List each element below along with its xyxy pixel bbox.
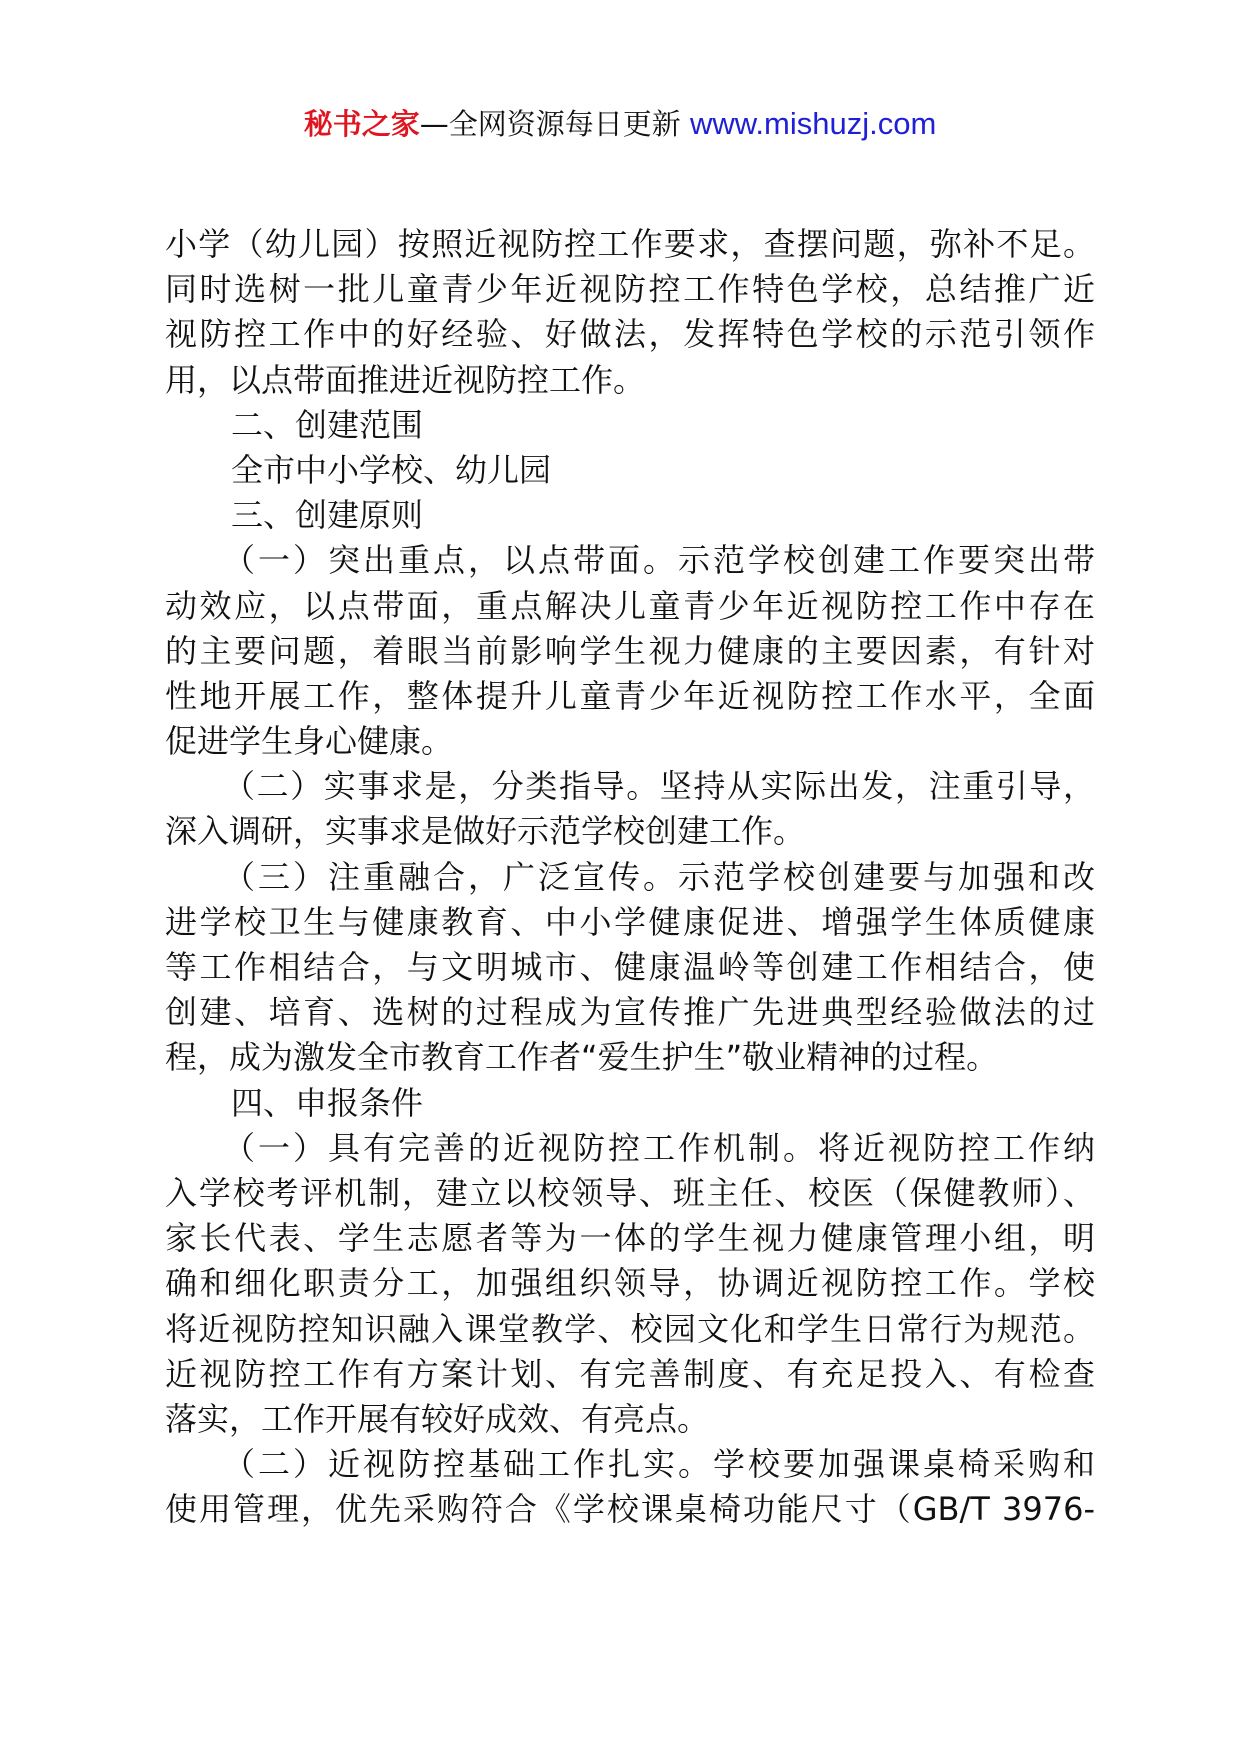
- page-header: [0, 98, 1240, 150]
- website-link[interactable]: www.mishuzj.com: [689, 106, 937, 141]
- body-line: 同时选树一批儿童青少年近视防控工作特色学校，总结推广近: [165, 270, 1095, 309]
- body-line: 的主要问题，着眼当前影响学生视力健康的主要因素，有针对: [165, 631, 1095, 670]
- body-line: 进学校卫生与健康教育、中小学健康促进、增强学生体质健康: [165, 902, 1095, 941]
- body-line: 深入调研，实事求是做好示范学校创建工作。: [165, 812, 806, 851]
- body-line: 家长代表、学生志愿者等为一体的学生视力健康管理小组，明: [165, 1219, 1095, 1258]
- body-line: 落实，工作开展有较好成效、有亮点。: [165, 1399, 710, 1438]
- body-line: 使用管理，优先采购符合《学校课桌椅功能尺寸（GB/T 3976-: [165, 1490, 1095, 1529]
- body-line: 视防控工作中的好经验、好做法，发挥特色学校的示范引领作: [165, 315, 1095, 354]
- body-line: （二）近视防控基础工作扎实。学校要加强课桌椅采购和: [223, 1445, 1095, 1484]
- body-line: 用，以点带面推进近视防控工作。: [165, 360, 646, 399]
- body-line: 近视防控工作有方案计划、有完善制度、有充足投入、有检查: [165, 1354, 1095, 1393]
- body-line: （一）具有完善的近视防控工作机制。将近视防控工作纳: [223, 1128, 1095, 1167]
- section-heading: 二、创建范围: [231, 405, 424, 444]
- body-line: 全市中小学校、幼儿园: [231, 450, 552, 489]
- document-body: [165, 222, 1095, 1532]
- body-line: 将近视防控知识融入课堂教学、校园文化和学生日常行为规范。: [165, 1309, 1095, 1348]
- body-line: 动效应，以点带面，重点解决儿童青少年近视防控工作中存在: [165, 586, 1095, 625]
- body-line: 等工作相结合，与文明城市、健康温岭等创建工作相结合，使: [165, 948, 1095, 986]
- body-line: （三）注重融合，广泛宣传。示范学校创建要与加强和改: [223, 857, 1095, 896]
- header-tagline: —全网资源每日更新: [419, 107, 690, 141]
- body-line: 小学（幼儿园）按照近视防控工作要求，查摆问题，弥补不足。: [165, 225, 1095, 263]
- section-heading: 三、创建原则: [231, 496, 424, 535]
- body-line: 入学校考评机制，建立以校领导、班主任、校医（保健教师）、: [165, 1173, 1095, 1212]
- body-line: 创建、培育、选树的过程成为宣传推广先进典型经验做法的过: [165, 993, 1095, 1032]
- section-heading: 四、申报条件: [231, 1083, 424, 1122]
- body-line: 促进学生身心健康。: [165, 722, 454, 761]
- body-line: （二）实事求是，分类指导。坚持从实际出发，注重引导，: [223, 767, 1095, 806]
- body-line: 确和细化职责分工，加强组织领导，协调近视防控工作。学校: [165, 1264, 1095, 1303]
- brand-name: 秘书之家: [303, 107, 420, 141]
- body-line: 性地开展工作，整体提升儿童青少年近视防控工作水平，全面: [165, 676, 1095, 715]
- body-line: （一）突出重点，以点带面。示范学校创建工作要突出带: [223, 541, 1095, 580]
- body-line: 程，成为激发全市教育工作者“爱生护生”敬业精神的过程。: [165, 1038, 999, 1077]
